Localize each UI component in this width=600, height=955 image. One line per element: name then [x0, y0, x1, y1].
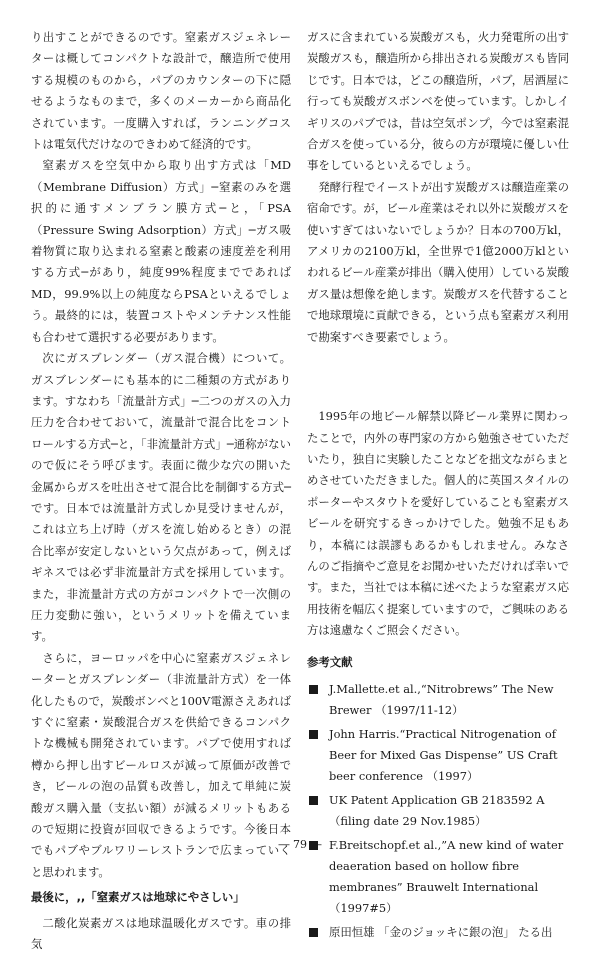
reference-text: J.Mallette.et al.,“Nitrobrews” The New Brewer （1997/11-12） [329, 681, 554, 717]
reference-text: F.Breitschopf.et al.,”A new kind of water deaeration based on hollow fibre membranes” Brauwelt International （1997#5） [329, 837, 564, 915]
section-heading: 最後に，,,「窒素ガスは地球にやさしい」 [31, 890, 245, 905]
right-column [307, 27, 569, 946]
paragraph: 窒素ガスを空気中から取り出す方式は「MD（Membrane Diffusion）方式」─窒素のみを選択的に通すメンブラン膜方式─と，「PSA（Pressure Swing Adsorption）方式」─ガス吸着物質に取り込まれる窒素と酸素の速度差を利用する方式─があり，純度99%程度までであればMD，99.9%以上の純度ならPSAといえるでしょう。最終的には，装置コストやメンテナンス性能も合わせて選択する必要があります。 [31, 158, 291, 344]
spacer [307, 348, 569, 406]
paragraph: 次にガスブレンダー（ガス混合機）について。ガスブレンダーにも基本的に二種類の方式があります。すなわち「流量計方式」─二つのガスの入力圧力を合わせておいて，流量計で混合比をコントロールする方式─と，「非流量計方式」─通称がないので仮にそう呼びます。表面に微少な穴の開いた金属からガスを吐出させて混合比を制御する方式─です。日本では流量計方式しか見受けませんが，これは立ち上げ時（ガスを流し始めるとき）の混合比率が安定しないという欠点があって，例えばギネスでは必ず非流量計方式を採用しています。また，非流量計方式の方がコンパクトで一次側の圧力変動に強い，というメリットを備えています。 [31, 351, 291, 644]
square-bullet-icon [309, 730, 318, 739]
paragraph: 二酸化炭素ガスは地球温暖化ガスです。車の排気 [31, 915, 291, 952]
square-bullet-icon [309, 685, 318, 694]
reference-item [307, 790, 569, 832]
paragraph: ガスに含まれている炭酸ガスも，火力発電所の出す炭酸ガスも，醸造所から排出される炭酸ガスも皆同じです。日本では，どこの醸造所，パブ，居酒屋に行っても炭酸ガスボンベを使っています。しかしイギリスのパブでは，昔は空気ポンプ，今では窒素混合ガスを使っている分，彼らの方が環境に優しい仕事をしているといえるでしょう。 [307, 30, 569, 173]
reference-item [307, 679, 569, 721]
reference-text: UK Patent Application GB 2183592 A （filing date 29 Nov.1985） [329, 792, 545, 828]
square-bullet-icon [309, 928, 318, 937]
paragraph: り出すことができるのです。窒素ガスジェネレーターは概してコンパクトな設計で，醸造所で使用する規模のものから，パブのカウンターの下に隠せるようなものまで，多くのメーカーから商品化されています。一度購入すれば，ランニングコストは電気代だけなのできわめて経済的です。 [31, 30, 291, 152]
page-number: ― 79 ― [278, 838, 322, 851]
reference-text: 原田恒雄 「金のジョッキに銀の泡」 たる出 [329, 924, 553, 939]
square-bullet-icon [309, 796, 318, 805]
reference-text: John Harris.“Practical Nitrogenation of Beer for Mixed Gas Dispense” US Craft beer conference （1997） [329, 726, 558, 783]
references-list [307, 679, 569, 943]
reference-item [307, 922, 569, 943]
references-heading: 参考文献 [307, 654, 353, 669]
left-column [31, 27, 291, 955]
paragraph: さらに，ヨーロッパを中心に窒素ガスジェネレーターとガスブレンダー（非流量計方式）を一体化したもので，炭酸ボンベと100V電源さえあればすぐに窒素・炭酸混合ガスを供給できるコンパクトな機械も開発されています。パブで使用すれば樽から押し出すビールロスが減って原価が改善でき，ビールの泡の品質も改善し，加えて単純に炭酸ガス購入量（支払い額）が減るメリットもあるので短期に投資が回収できるようです。今後日本でもパブやブルワリーレストランで広まっていくと思われます。 [31, 650, 291, 879]
reference-item [307, 724, 569, 787]
paragraph: 発酵行程でイーストが出す炭酸ガスは醸造産業の宿命です。が，ビール産業はそれ以外に炭酸ガスを使いすぎてはいないでしょうか？日本の700万kl，アメリカの2100万kl，全世界で1億2000万klといわれるビール産業が排出（購入使用）している炭酸ガス量は想像を絶します。炭酸ガスを代替することで地球環境に貢献できる，という点も窒素ガス利用で勘案すべき要素でしょう。 [307, 179, 569, 344]
afterword-paragraph: 1995年の地ビール解禁以降ビール業界に関わったことで，内外の専門家の方から勉強させていただいたり，独自に実験したことなどを拙文ながらまとめさせていただきました。個人的に英国スタイルのポーターやスタウトを愛好していることも窒素ガスビールを研究するきっかけでした。勉強不足もあり，本稿には誤謬もあるかもしれません。みなさんのご指摘やご意見をお聞かせいただければ幸いです。また，当社では本稿に述べたような窒素ガス応用技術を幅広く提案していますので，ご興味のある方は遠慮なくご照会ください。 [307, 409, 569, 638]
